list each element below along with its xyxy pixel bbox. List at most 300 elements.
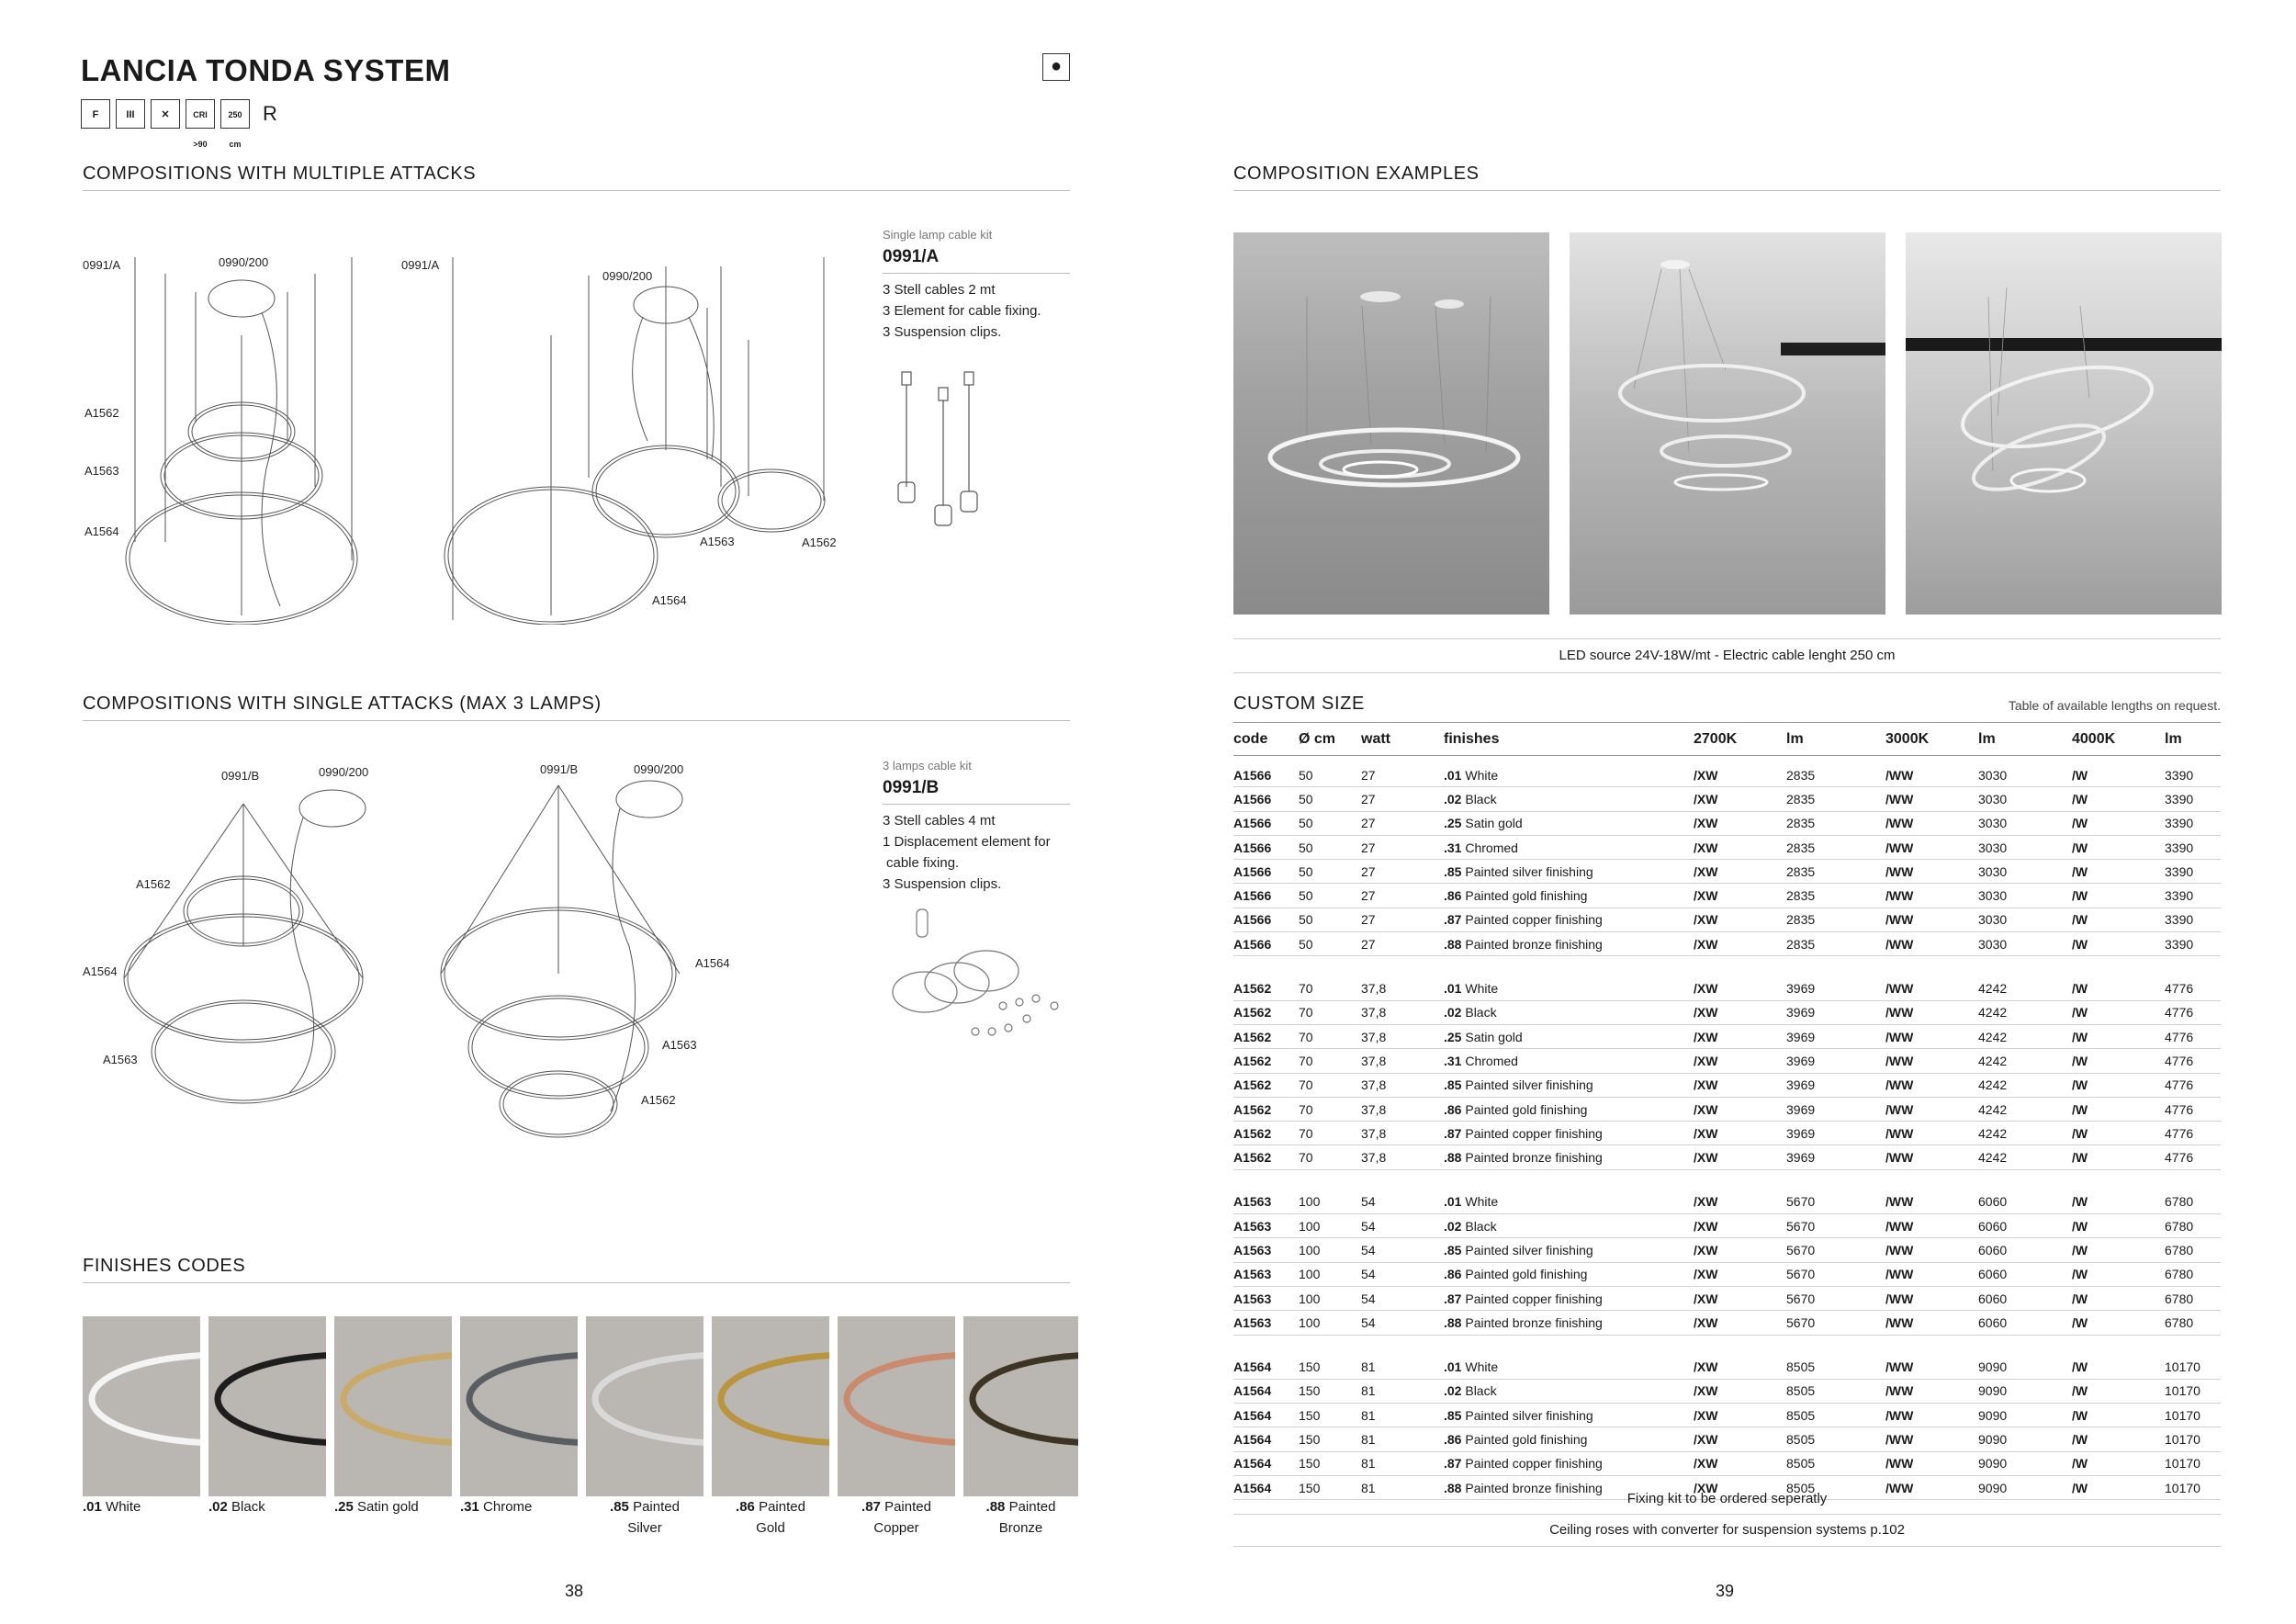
table-cell: /XW bbox=[1694, 932, 1786, 956]
table-cell: 3969 bbox=[1786, 1145, 1885, 1169]
table-cell: .88 Painted bronze finishing bbox=[1444, 1311, 1694, 1335]
table-cell: /W bbox=[2072, 1238, 2165, 1262]
table-cell: /W bbox=[2072, 976, 2165, 1000]
table-cell: 81 bbox=[1361, 1427, 1444, 1451]
page-title: LANCIA TONDA SYSTEM bbox=[81, 53, 451, 87]
page-number: 38 bbox=[565, 1582, 584, 1600]
table-cell: 2835 bbox=[1786, 884, 1885, 908]
table-cell: 50 bbox=[1299, 763, 1361, 787]
table-cell: 8505 bbox=[1786, 1356, 1885, 1380]
table-cell: 50 bbox=[1299, 932, 1361, 956]
table-row bbox=[1233, 976, 2221, 1000]
table-cell: 2835 bbox=[1786, 835, 1885, 859]
table-cell: 5670 bbox=[1786, 1311, 1885, 1335]
table-cell: 3969 bbox=[1786, 1024, 1885, 1048]
table-cell: 3390 bbox=[2165, 787, 2221, 811]
label-a1562: A1562 bbox=[641, 1093, 676, 1107]
table-cell: 37,8 bbox=[1361, 976, 1444, 1000]
label-a1563: A1563 bbox=[84, 464, 119, 478]
table-cell: /XW bbox=[1694, 1404, 1786, 1427]
table-cell: A1562 bbox=[1233, 1073, 1299, 1097]
table-cell: 4242 bbox=[1978, 1097, 2072, 1121]
table-cell: /W bbox=[2072, 884, 2165, 908]
table-cell: .87 Painted copper finishing bbox=[1444, 1286, 1694, 1310]
table-cell: 3969 bbox=[1786, 1000, 1885, 1024]
table-cell: A1566 bbox=[1233, 884, 1299, 908]
table-cell: 3390 bbox=[2165, 884, 2221, 908]
table-cell: 54 bbox=[1361, 1262, 1444, 1286]
table-cell: .25 Satin gold bbox=[1444, 811, 1694, 835]
table-cell: /XW bbox=[1694, 1073, 1786, 1097]
table-cell: 150 bbox=[1299, 1476, 1361, 1500]
label-0991b: 0991/B bbox=[540, 762, 579, 776]
table-cell: /W bbox=[2072, 1286, 2165, 1310]
table-cell: 70 bbox=[1299, 1145, 1361, 1169]
table-cell: /XW bbox=[1694, 1024, 1786, 1048]
table-cell: 8505 bbox=[1786, 1427, 1885, 1451]
table-row bbox=[1233, 1427, 2221, 1451]
table-cell: .85 Painted silver finishing bbox=[1444, 1073, 1694, 1097]
table-cell: 70 bbox=[1299, 1049, 1361, 1073]
cable-kit-illustration bbox=[891, 367, 992, 537]
table-cell: A1566 bbox=[1233, 860, 1299, 884]
table-cell: 8505 bbox=[1786, 1379, 1885, 1403]
table-cell: 9090 bbox=[1978, 1427, 2072, 1451]
table-cell: /WW bbox=[1885, 1476, 1978, 1500]
table-row bbox=[1233, 1024, 2221, 1048]
table-cell: A1564 bbox=[1233, 1379, 1299, 1403]
table-cell: /XW bbox=[1694, 1049, 1786, 1073]
table-cell: /WW bbox=[1885, 835, 1978, 859]
label-0990-200: 0990/200 bbox=[602, 269, 653, 283]
table-cell: A1564 bbox=[1233, 1451, 1299, 1475]
table-cell: .85 Painted silver finishing bbox=[1444, 1238, 1694, 1262]
table-cell: .86 Painted gold finishing bbox=[1444, 1262, 1694, 1286]
label-a1563: A1563 bbox=[103, 1053, 138, 1066]
table-cell: /XW bbox=[1694, 1286, 1786, 1310]
table-cell: /XW bbox=[1694, 1451, 1786, 1475]
table-cell: 54 bbox=[1361, 1214, 1444, 1238]
table-cell: 70 bbox=[1299, 1073, 1361, 1097]
table-cell: 100 bbox=[1299, 1311, 1361, 1335]
table-cell: 3030 bbox=[1978, 932, 2072, 956]
table-cell: 5670 bbox=[1786, 1262, 1885, 1286]
table-cell: 70 bbox=[1299, 976, 1361, 1000]
column-header: 4000K bbox=[2072, 724, 2165, 756]
table-cell: 3030 bbox=[1978, 835, 2072, 859]
table-cell: /W bbox=[2072, 932, 2165, 956]
section-heading-examples: COMPOSITION EXAMPLES bbox=[1233, 164, 2221, 191]
table-cell: .02 Black bbox=[1444, 787, 1694, 811]
table-cell: 27 bbox=[1361, 787, 1444, 811]
table-cell: A1564 bbox=[1233, 1356, 1299, 1380]
table-cell: /WW bbox=[1885, 1073, 1978, 1097]
fixing-kit-note: Fixing kit to be ordered seperatly bbox=[1626, 1491, 1828, 1506]
table-cell: 37,8 bbox=[1361, 1000, 1444, 1024]
table-cell: /WW bbox=[1885, 1024, 1978, 1048]
table-cell: .25 Satin gold bbox=[1444, 1024, 1694, 1048]
example-photo-1 bbox=[1233, 232, 1549, 615]
table-row bbox=[1233, 1262, 2221, 1286]
table-cell: 6060 bbox=[1978, 1262, 2072, 1286]
column-header: code bbox=[1233, 724, 1299, 756]
f-class-icon: F bbox=[81, 99, 110, 129]
table-row bbox=[1233, 908, 2221, 931]
table-cell: 6780 bbox=[2165, 1262, 2221, 1286]
table-row bbox=[1233, 1379, 2221, 1403]
table-cell: 3969 bbox=[1786, 1122, 1885, 1145]
table-cell: /XW bbox=[1694, 1356, 1786, 1380]
table-cell: .88 Painted bronze finishing bbox=[1444, 932, 1694, 956]
label-0991a: 0991/A bbox=[401, 258, 440, 272]
single-attack-diagram bbox=[78, 762, 721, 1148]
table-cell: /WW bbox=[1885, 976, 1978, 1000]
table-cell: /WW bbox=[1885, 1262, 1978, 1286]
cri-icon: CRI >90 bbox=[186, 99, 215, 129]
table-row bbox=[1233, 884, 2221, 908]
table-row bbox=[1233, 1145, 2221, 1169]
label-a1562: A1562 bbox=[84, 406, 119, 420]
table-cell: /XW bbox=[1694, 811, 1786, 835]
finish-swatches bbox=[83, 1316, 1078, 1539]
table-cell: 70 bbox=[1299, 1097, 1361, 1121]
table-cell: /WW bbox=[1885, 1238, 1978, 1262]
kit-line: cable fixing. bbox=[886, 855, 960, 871]
kit-0991a bbox=[883, 228, 1070, 343]
table-cell: 50 bbox=[1299, 811, 1361, 835]
table-cell: /XW bbox=[1694, 1190, 1786, 1214]
table-cell: .01 White bbox=[1444, 1356, 1694, 1380]
table-cell: 6780 bbox=[2165, 1214, 2221, 1238]
table-cell: 6780 bbox=[2165, 1238, 2221, 1262]
table-cell: 2835 bbox=[1786, 787, 1885, 811]
table-cell: A1562 bbox=[1233, 1049, 1299, 1073]
table-cell: 10170 bbox=[2165, 1379, 2221, 1403]
table-cell: /W bbox=[2072, 1145, 2165, 1169]
table-cell: /W bbox=[2072, 763, 2165, 787]
table-cell: A1563 bbox=[1233, 1286, 1299, 1310]
table-cell: 3390 bbox=[2165, 835, 2221, 859]
table-cell: .01 White bbox=[1444, 1190, 1694, 1214]
table-cell: /WW bbox=[1885, 1190, 1978, 1214]
table-cell: 4776 bbox=[2165, 1024, 2221, 1048]
table-row bbox=[1233, 787, 2221, 811]
finish-swatch: .02 Black bbox=[208, 1316, 326, 1539]
table-cell: 4776 bbox=[2165, 976, 2221, 1000]
label-a1562: A1562 bbox=[802, 536, 837, 549]
table-cell: 50 bbox=[1299, 908, 1361, 931]
table-cell: 4776 bbox=[2165, 1049, 2221, 1073]
table-cell: 81 bbox=[1361, 1356, 1444, 1380]
table-cell: 150 bbox=[1299, 1356, 1361, 1380]
table-cell: /W bbox=[2072, 908, 2165, 931]
table-row bbox=[1233, 1311, 2221, 1335]
table-cell: .87 Painted copper finishing bbox=[1444, 1451, 1694, 1475]
table-cell: .85 Painted silver finishing bbox=[1444, 1404, 1694, 1427]
table-cell: 150 bbox=[1299, 1451, 1361, 1475]
table-row bbox=[1233, 860, 2221, 884]
table-cell: /WW bbox=[1885, 884, 1978, 908]
table-cell: 3030 bbox=[1978, 884, 2072, 908]
table-cell: .02 Black bbox=[1444, 1000, 1694, 1024]
table-cell: 3390 bbox=[2165, 860, 2221, 884]
table-cell: 4776 bbox=[2165, 1000, 2221, 1024]
table-cell: 50 bbox=[1299, 835, 1361, 859]
table-cell: 9090 bbox=[1978, 1356, 2072, 1380]
table-cell: 81 bbox=[1361, 1476, 1444, 1500]
kit-0991b bbox=[883, 759, 1070, 895]
section-heading-finishes: FINISHES CODES bbox=[83, 1256, 1070, 1283]
table-cell: 4776 bbox=[2165, 1145, 2221, 1169]
table-cell: 70 bbox=[1299, 1024, 1361, 1048]
column-header: finishes bbox=[1444, 724, 1694, 756]
table-cell: /XW bbox=[1694, 1214, 1786, 1238]
table-cell: 37,8 bbox=[1361, 1097, 1444, 1121]
table-cell: /WW bbox=[1885, 811, 1978, 835]
table-cell: 100 bbox=[1299, 1286, 1361, 1310]
label-0991a: 0991/A bbox=[83, 258, 121, 272]
table-cell: 6060 bbox=[1978, 1190, 2072, 1214]
table-cell: 3030 bbox=[1978, 908, 2072, 931]
column-header: Ø cm bbox=[1299, 724, 1361, 756]
label-a1563: A1563 bbox=[700, 535, 735, 548]
table-cell: 3390 bbox=[2165, 908, 2221, 931]
table-cell: A1562 bbox=[1233, 1122, 1299, 1145]
table-cell: /XW bbox=[1694, 1379, 1786, 1403]
multi-attack-diagram bbox=[78, 239, 877, 625]
table-cell: /WW bbox=[1885, 1427, 1978, 1451]
table-cell: 27 bbox=[1361, 884, 1444, 908]
table-cell: A1563 bbox=[1233, 1190, 1299, 1214]
table-cell: /XW bbox=[1694, 884, 1786, 908]
table-row bbox=[1233, 1049, 2221, 1073]
label-a1564: A1564 bbox=[84, 524, 119, 538]
table-cell: 3969 bbox=[1786, 1049, 1885, 1073]
table-cell: /W bbox=[2072, 1311, 2165, 1335]
table-cell: A1564 bbox=[1233, 1404, 1299, 1427]
table-cell: 8505 bbox=[1786, 1451, 1885, 1475]
table-cell: /XW bbox=[1694, 1145, 1786, 1169]
table-cell: 50 bbox=[1299, 860, 1361, 884]
table-cell: /WW bbox=[1885, 860, 1978, 884]
r-mark-icon: R bbox=[263, 102, 277, 125]
example-photo-3 bbox=[1906, 232, 2222, 615]
table-cell: 5670 bbox=[1786, 1238, 1885, 1262]
table-cell: 50 bbox=[1299, 884, 1361, 908]
finish-swatch: .31 Chrome bbox=[460, 1316, 578, 1539]
table-cell: 27 bbox=[1361, 860, 1444, 884]
table-cell: 70 bbox=[1299, 1122, 1361, 1145]
table-cell: /W bbox=[2072, 1049, 2165, 1073]
table-cell: 3030 bbox=[1978, 763, 2072, 787]
table-cell: .87 Painted copper finishing bbox=[1444, 908, 1694, 931]
table-cell: /WW bbox=[1885, 1214, 1978, 1238]
table-cell: 37,8 bbox=[1361, 1024, 1444, 1048]
label-a1562: A1562 bbox=[136, 877, 171, 891]
table-cell: /W bbox=[2072, 811, 2165, 835]
table-cell: 150 bbox=[1299, 1404, 1361, 1427]
kit-code: 0991/B bbox=[883, 778, 1070, 805]
table-row bbox=[1233, 1451, 2221, 1475]
table-cell: 100 bbox=[1299, 1238, 1361, 1262]
table-cell: 37,8 bbox=[1361, 1145, 1444, 1169]
table-cell: 4242 bbox=[1978, 1073, 2072, 1097]
table-cell: 3390 bbox=[2165, 763, 2221, 787]
table-cell: 10170 bbox=[2165, 1451, 2221, 1475]
led-note: LED source 24V-18W/mt - Electric cable lenght 250 cm bbox=[1233, 638, 2221, 673]
table-cell: 2835 bbox=[1786, 932, 1885, 956]
table-cell: .31 Chromed bbox=[1444, 835, 1694, 859]
table-cell: 100 bbox=[1299, 1214, 1361, 1238]
table-cell: 37,8 bbox=[1361, 1049, 1444, 1073]
table-cell: /XW bbox=[1694, 1476, 1786, 1500]
table-cell: A1562 bbox=[1233, 1145, 1299, 1169]
no-cover-icon: ✕ bbox=[151, 99, 180, 129]
table-cell: A1566 bbox=[1233, 932, 1299, 956]
table-cell: 54 bbox=[1361, 1238, 1444, 1262]
table-cell: /WW bbox=[1885, 763, 1978, 787]
table-cell: A1563 bbox=[1233, 1262, 1299, 1286]
table-cell: 4242 bbox=[1978, 1145, 2072, 1169]
table-cell: /W bbox=[2072, 835, 2165, 859]
table-cell: 3390 bbox=[2165, 932, 2221, 956]
label-0991b: 0991/B bbox=[221, 769, 260, 783]
table-cell: /W bbox=[2072, 787, 2165, 811]
table-cell: 81 bbox=[1361, 1379, 1444, 1403]
table-cell: /XW bbox=[1694, 763, 1786, 787]
table-cell: 4242 bbox=[1978, 1049, 2072, 1073]
table-cell: A1566 bbox=[1233, 787, 1299, 811]
finish-swatch: .87 Painted Copper bbox=[838, 1316, 955, 1539]
table-cell: .88 Painted bronze finishing bbox=[1444, 1476, 1694, 1500]
table-cell: 4776 bbox=[2165, 1073, 2221, 1097]
table-cell: 81 bbox=[1361, 1404, 1444, 1427]
table-cell: /WW bbox=[1885, 932, 1978, 956]
table-cell: .85 Painted silver finishing bbox=[1444, 860, 1694, 884]
column-header: 3000K bbox=[1885, 724, 1978, 756]
table-cell: A1562 bbox=[1233, 1097, 1299, 1121]
finish-swatch: .85 Painted Silver bbox=[586, 1316, 703, 1539]
table-cell: 150 bbox=[1299, 1427, 1361, 1451]
table-cell: A1562 bbox=[1233, 1024, 1299, 1048]
table-cell: .86 Painted gold finishing bbox=[1444, 884, 1694, 908]
table-cell: A1566 bbox=[1233, 811, 1299, 835]
table-cell: 2835 bbox=[1786, 860, 1885, 884]
table-cell: /W bbox=[2072, 1024, 2165, 1048]
kit-caption: 3 lamps cable kit bbox=[883, 759, 972, 773]
certification-icons bbox=[81, 99, 285, 149]
table-cell: A1563 bbox=[1233, 1311, 1299, 1335]
table-cell: 4242 bbox=[1978, 1000, 2072, 1024]
table-cell: 6780 bbox=[2165, 1190, 2221, 1214]
table-cell: 70 bbox=[1299, 1000, 1361, 1024]
finish-swatch: .25 Satin gold bbox=[334, 1316, 452, 1539]
label-a1564: A1564 bbox=[652, 593, 687, 607]
table-cell: .01 White bbox=[1444, 763, 1694, 787]
column-header: 2700K bbox=[1694, 724, 1786, 756]
kit-caption: Single lamp cable kit bbox=[883, 228, 993, 242]
table-cell: A1566 bbox=[1233, 908, 1299, 931]
table-cell: /WW bbox=[1885, 1356, 1978, 1380]
label-a1563: A1563 bbox=[662, 1038, 697, 1052]
table-cell: 100 bbox=[1299, 1190, 1361, 1214]
table-cell: 6060 bbox=[1978, 1214, 2072, 1238]
finish-swatch: .86 Painted Gold bbox=[712, 1316, 829, 1539]
table-cell: /W bbox=[2072, 1000, 2165, 1024]
table-cell: 3969 bbox=[1786, 1073, 1885, 1097]
table-cell: /XW bbox=[1694, 1427, 1786, 1451]
table-row bbox=[1233, 1356, 2221, 1380]
table-cell: /XW bbox=[1694, 976, 1786, 1000]
table-cell: .31 Chromed bbox=[1444, 1049, 1694, 1073]
table-cell: /WW bbox=[1885, 908, 1978, 931]
table-cell: /W bbox=[2072, 1073, 2165, 1097]
table-cell: 9090 bbox=[1978, 1379, 2072, 1403]
table-cell: /W bbox=[2072, 860, 2165, 884]
table-cell: 10170 bbox=[2165, 1476, 2221, 1500]
divider bbox=[1233, 722, 2221, 723]
table-cell: A1562 bbox=[1233, 976, 1299, 1000]
table-cell: /WW bbox=[1885, 1000, 1978, 1024]
table-cell: /W bbox=[2072, 1427, 2165, 1451]
table-cell: 3030 bbox=[1978, 811, 2072, 835]
table-cell: A1564 bbox=[1233, 1476, 1299, 1500]
table-cell: 54 bbox=[1361, 1286, 1444, 1310]
table-cell: 4242 bbox=[1978, 976, 2072, 1000]
label-0990-200: 0990/200 bbox=[634, 762, 684, 776]
table-row bbox=[1233, 932, 2221, 956]
class-iii-icon: III bbox=[116, 99, 145, 129]
table-cell: /XW bbox=[1694, 1122, 1786, 1145]
table-cell: /XW bbox=[1694, 1000, 1786, 1024]
table-cell: 2835 bbox=[1786, 763, 1885, 787]
table-cell: 27 bbox=[1361, 908, 1444, 931]
kit-line: 3 Suspension clips. bbox=[883, 324, 1002, 340]
table-cell: /W bbox=[2072, 1214, 2165, 1238]
table-cell: 3969 bbox=[1786, 976, 1885, 1000]
table-cell: 4776 bbox=[2165, 1097, 2221, 1121]
table-cell: 9090 bbox=[1978, 1476, 2072, 1500]
table-cell: /WW bbox=[1885, 1049, 1978, 1073]
table-cell: 6060 bbox=[1978, 1286, 2072, 1310]
table-row bbox=[1233, 1214, 2221, 1238]
table-cell: 10170 bbox=[2165, 1356, 2221, 1380]
table-cell: 5670 bbox=[1786, 1286, 1885, 1310]
table-cell: 4242 bbox=[1978, 1024, 2072, 1048]
table-cell: /WW bbox=[1885, 787, 1978, 811]
table-cell: 37,8 bbox=[1361, 1073, 1444, 1097]
table-cell: 100 bbox=[1299, 1262, 1361, 1286]
table-cell: /WW bbox=[1885, 1451, 1978, 1475]
table-cell: /WW bbox=[1885, 1145, 1978, 1169]
table-cell: /XW bbox=[1694, 835, 1786, 859]
table-cell: /W bbox=[2072, 1451, 2165, 1475]
table-cell: 3030 bbox=[1978, 860, 2072, 884]
finish-swatch: .88 Painted Bronze bbox=[963, 1316, 1078, 1539]
table-cell: .86 Painted gold finishing bbox=[1444, 1097, 1694, 1121]
label-0990-200: 0990/200 bbox=[219, 255, 269, 269]
table-cell: 9090 bbox=[1978, 1404, 2072, 1427]
table-cell: .87 Painted copper finishing bbox=[1444, 1122, 1694, 1145]
table-cell: A1563 bbox=[1233, 1214, 1299, 1238]
table-cell: .02 Black bbox=[1444, 1214, 1694, 1238]
table-cell: /XW bbox=[1694, 908, 1786, 931]
table-cell: /W bbox=[2072, 1476, 2165, 1500]
table-cell: 6780 bbox=[2165, 1286, 2221, 1310]
table-cell: /XW bbox=[1694, 787, 1786, 811]
table-cell: 9090 bbox=[1978, 1451, 2072, 1475]
table-cell: /W bbox=[2072, 1190, 2165, 1214]
